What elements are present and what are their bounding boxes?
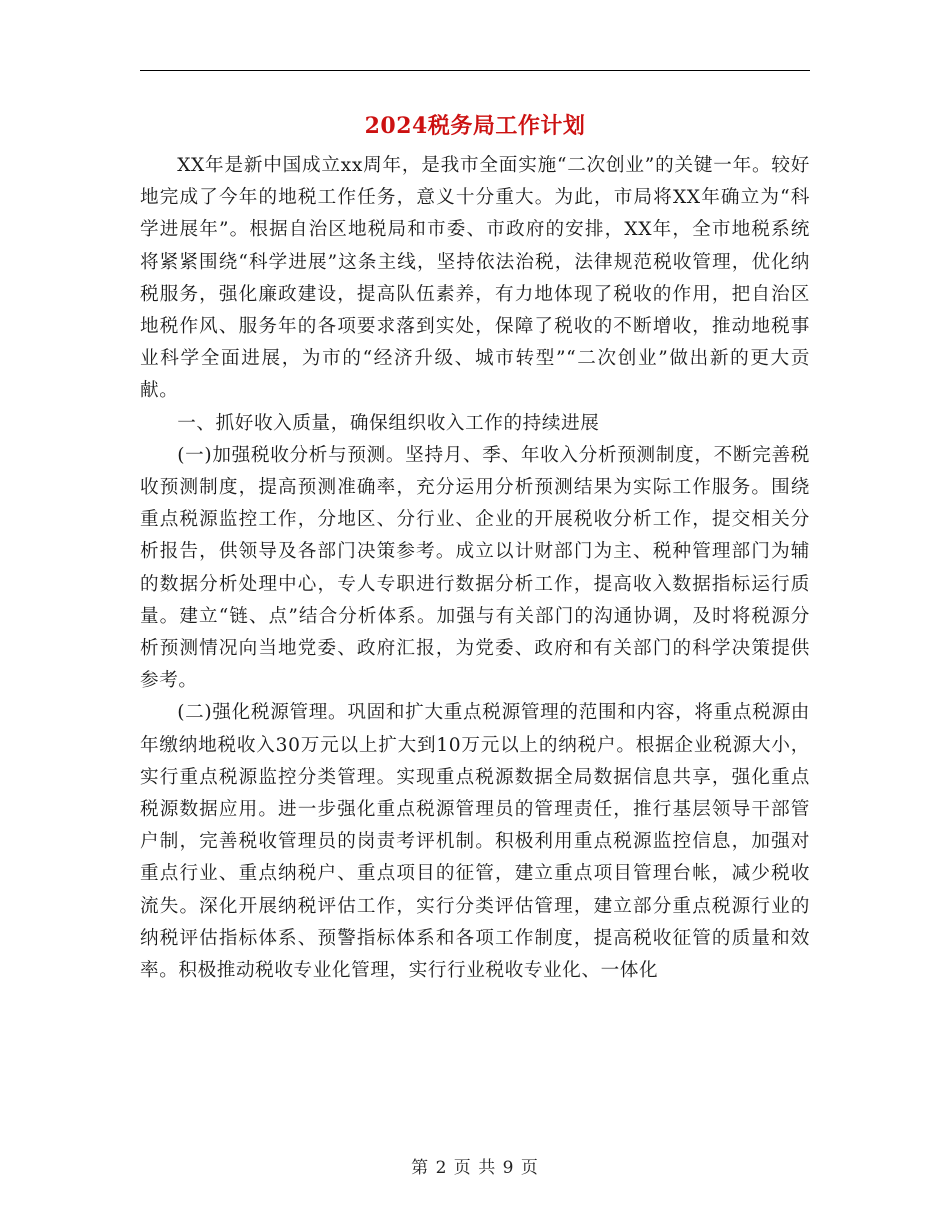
subsection-1-paragraph: (一)加强税收分析与预测。坚持月、季、年收入分析预测制度，不断完善税收预测制度，提高预测准确率，充分运用分析预测结果为实际工作服务。围绕重点税源监控工作，分地区、分行业、企业的开展税收分析工作，提交相关分析报告，供领导及各部门决策参考。成立以计财部门为主、税种管理部门为辅的数据分析处理中心，专人专职进行数据分析工作，提高收入数据指标运行质量。建立“链、点”结合分析体系。加强与有关部门的沟通协调，及时将税源分析预测情况向当地党委、政府汇报，为党委、政府和有关部门的科学决策提供参考。: [140, 444, 810, 692]
section-heading: 一、抓好收入质量，确保组织收入工作的持续进展: [177, 412, 600, 434]
intro-paragraph: XX年是新中国成立xx周年，是我市全面实施“二次创业”的关键一年。较好地完成了今年的地税工作任务，意义十分重大。为此，市局将XX年确立为“科学进展年”。根据自治区地税局和市委、市政府的安排，XX年，全市地税系统将紧紧围绕“科学进展”这条主线，坚持依法治税，法律规范税收管理，优化纳税服务，强化廉政建设，提高队伍素养，有力地体现了税收的作用，把自治区地税作风、服务年的各项要求落到实处，保障了税收的不断增收，推动地税事业科学全面进展，为市的“经济升级、城市转型”“二次创业”做出新的更大贡献。: [140, 155, 810, 402]
header-rule: [140, 70, 810, 71]
page-number: 第 2 页 共 9 页: [411, 1158, 539, 1178]
subsection-2-paragraph: (二)强化税源管理。巩固和扩大重点税源管理的范围和内容，将重点税源由年缴纳地税收入30万元以上扩大到10万元以上的纳税户。根据企业税源大小，实行重点税源监控分类管理。实现重点税源数据全局数据信息共享，强化重点税源数据应用。进一步强化重点税源管理员的管理责任，推行基层领导干部管户制，完善税收管理员的岗责考评机制。积极利用重点税源监控信息，加强对重点行业、重点纳税户、重点项目的征管，建立重点项目管理台帐，减少税收流失。深化开展纳税评估工作，实行分类评估管理，建立部分重点税源行业的纳税评估指标体系、预警指标体系和各项工作制度，提高税收征管的质量和效率。积极推动税收专业化管理，实行行业税收专业化、一体化: [140, 702, 810, 982]
document-title: 2024税务局工作计划: [364, 113, 586, 139]
document-body: [140, 150, 810, 987]
